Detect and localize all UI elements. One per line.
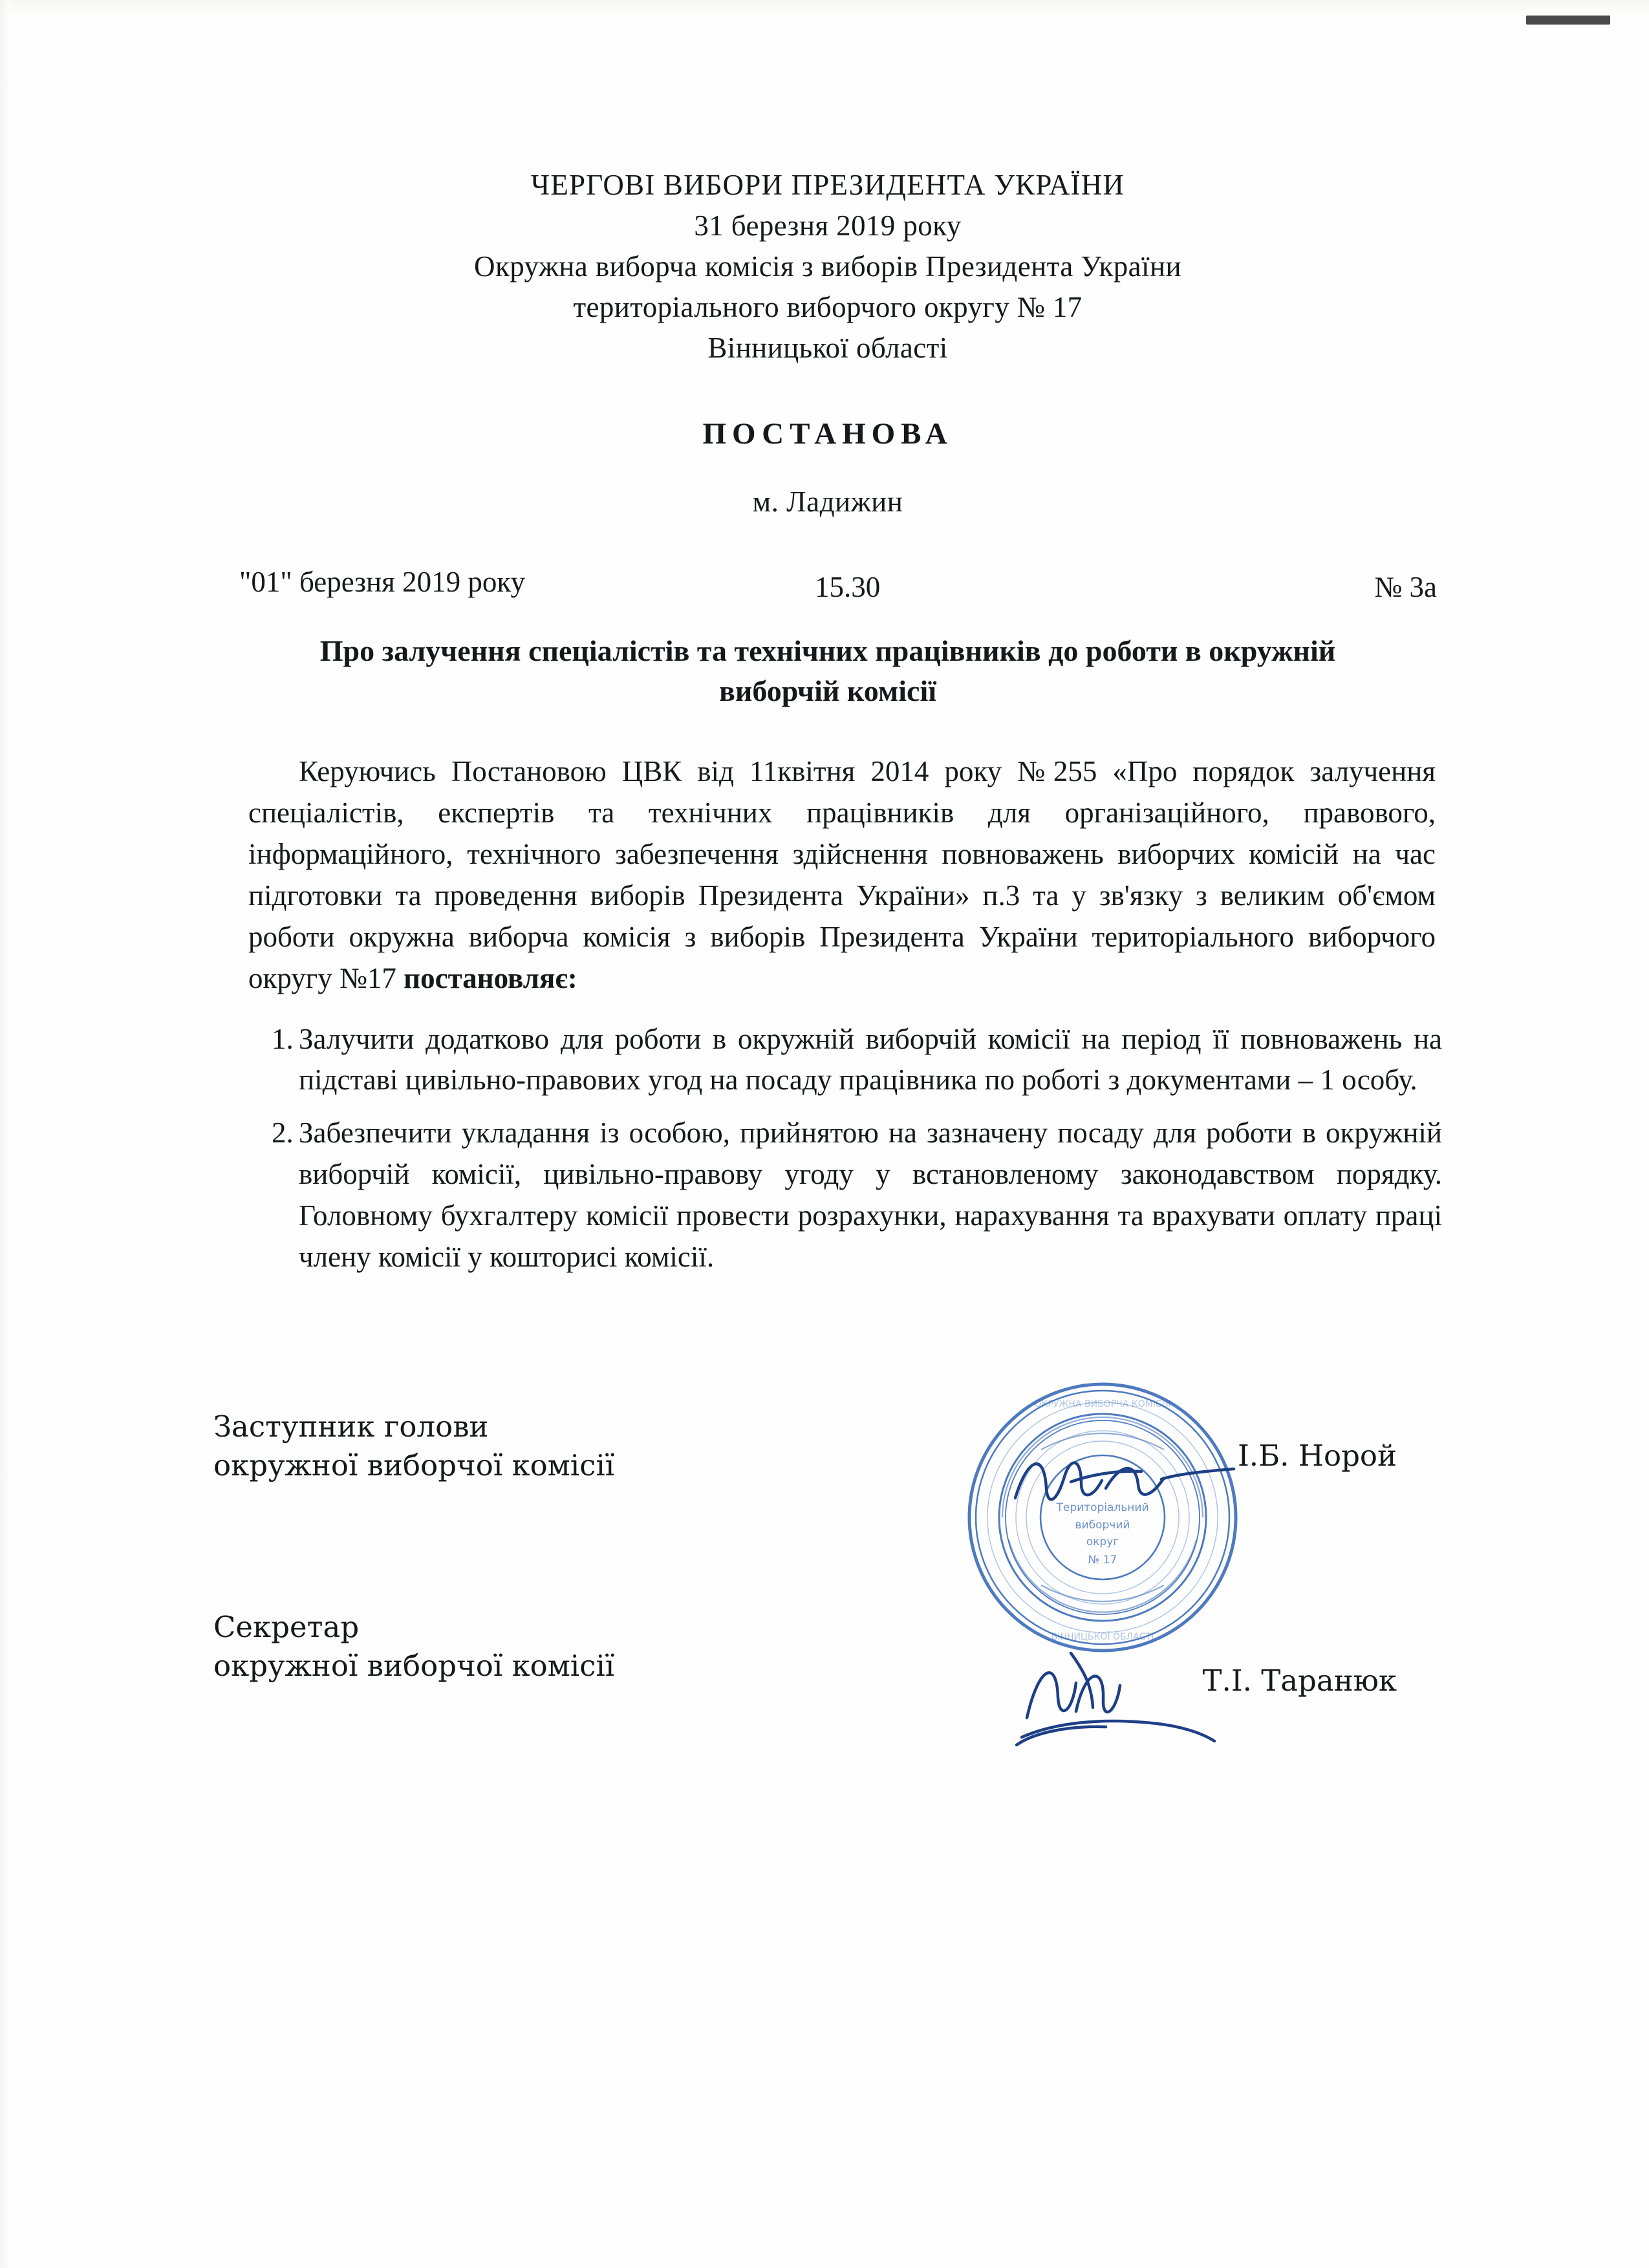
signature-role <box>213 1407 614 1486</box>
header-election-date: 31 березня 2019 року <box>694 209 962 242</box>
clause-item <box>248 1019 1442 1102</box>
svg-text:ВІННИЦЬКОЇ ОБЛАСТІ: ВІННИЦЬКОЇ ОБЛАСТІ <box>1051 1631 1154 1642</box>
header-region: Вінницької області <box>707 332 948 364</box>
scan-artifact-mark <box>1526 16 1610 25</box>
scan-edge-top <box>0 0 1649 17</box>
handwritten-signature-deputy-head <box>1009 1443 1242 1521</box>
document-date: "01" березня 2019 року <box>239 566 526 598</box>
header-election-title: ЧЕРГОВІ ВИБОРИ ПРЕЗИДЕНТА УКРАЇНИ <box>530 169 1125 201</box>
handwritten-signature-secretary <box>1009 1640 1222 1757</box>
stamp-line-2: виборчий <box>1075 1518 1130 1532</box>
clause-number: 1. <box>272 1022 294 1055</box>
document-content <box>213 165 1442 1744</box>
clause-text: Забезпечити укладання із особою, прийнятою на зазначену посаду для роботи в окружній виборчій комісії, цивільно-правову угоду у встановленому законодавством порядку. Головному бухгалтеру комісії провести розрахунки, нарахування та врахувати оплату праці члену комісії у кошторисі комісії. <box>299 1117 1442 1273</box>
clause-text: Залучити додатково для роботи в окружній виборчій комісії на період її повноважень на підставі цивільно-правових угод на посаду працівника по роботі з документами – 1 особу. <box>299 1022 1442 1097</box>
clause-item <box>248 1113 1442 1278</box>
clause-number: 2. <box>272 1117 294 1150</box>
document-type-heading: ПОСТАНОВА <box>702 417 953 451</box>
signature-row-deputy-head <box>213 1407 1442 1504</box>
stamp-line-3: округ <box>1086 1535 1119 1548</box>
document-number: № 3а <box>1374 571 1437 603</box>
document-meta-row <box>213 565 1442 604</box>
signature-role-line-1: Секретар <box>213 1609 360 1644</box>
header-commission-name: Окружна виборча комісія з виборів Президента України <box>474 250 1181 283</box>
document-preamble <box>213 751 1442 999</box>
signature-role <box>213 1608 614 1686</box>
document-city: м. Ладижин <box>752 486 903 518</box>
signature-name: Т.І. Таранюк <box>1202 1663 1397 1698</box>
document-time: 15.30 <box>815 571 881 603</box>
stamp-line-4: № 17 <box>1088 1553 1117 1567</box>
signature-role-line-2: окружної виборчої комісії <box>213 1448 615 1483</box>
scan-edge-left <box>0 0 12 2268</box>
stamp-line-1: Територіальний <box>1056 1501 1149 1514</box>
header-district-number: територіального виборчого округу № 17 <box>573 291 1083 323</box>
signature-role-line-2: окружної виборчої комісії <box>213 1649 615 1684</box>
signature-role-line-1: Заступник голови <box>213 1409 489 1444</box>
document-title: Про залучення спеціалістів та технічних працівників до роботи в окружній виборчій комісії <box>319 634 1336 708</box>
signature-row-secretary <box>213 1608 1442 1705</box>
document-clauses <box>213 1019 1442 1278</box>
preamble-text: Керуючись Постановою ЦВК від 11квітня 2014 року №255 «Про порядок залучення спеціалістів, експертів та технічних працівників для організаційного, правового, інформаційного, технічного забезпечення здійснення повноважень виборчих комісій на час підготовки та проведення виборів Президента України» п.3 та у зв'язку з великим об'ємом роботи окружна виборча комісія з виборів Президента України територіального виборчого округу №17 <box>248 755 1436 994</box>
signature-name: І.Б. Норой <box>1238 1438 1397 1473</box>
signature-block <box>213 1398 1442 1744</box>
svg-text:ОКРУЖНА ВИБОРЧА КОМІСІЯ: ОКРУЖНА ВИБОРЧА КОМІСІЯ <box>1034 1398 1171 1409</box>
preamble-resolves-word: постановляє: <box>404 961 577 994</box>
document-header <box>213 165 1442 369</box>
